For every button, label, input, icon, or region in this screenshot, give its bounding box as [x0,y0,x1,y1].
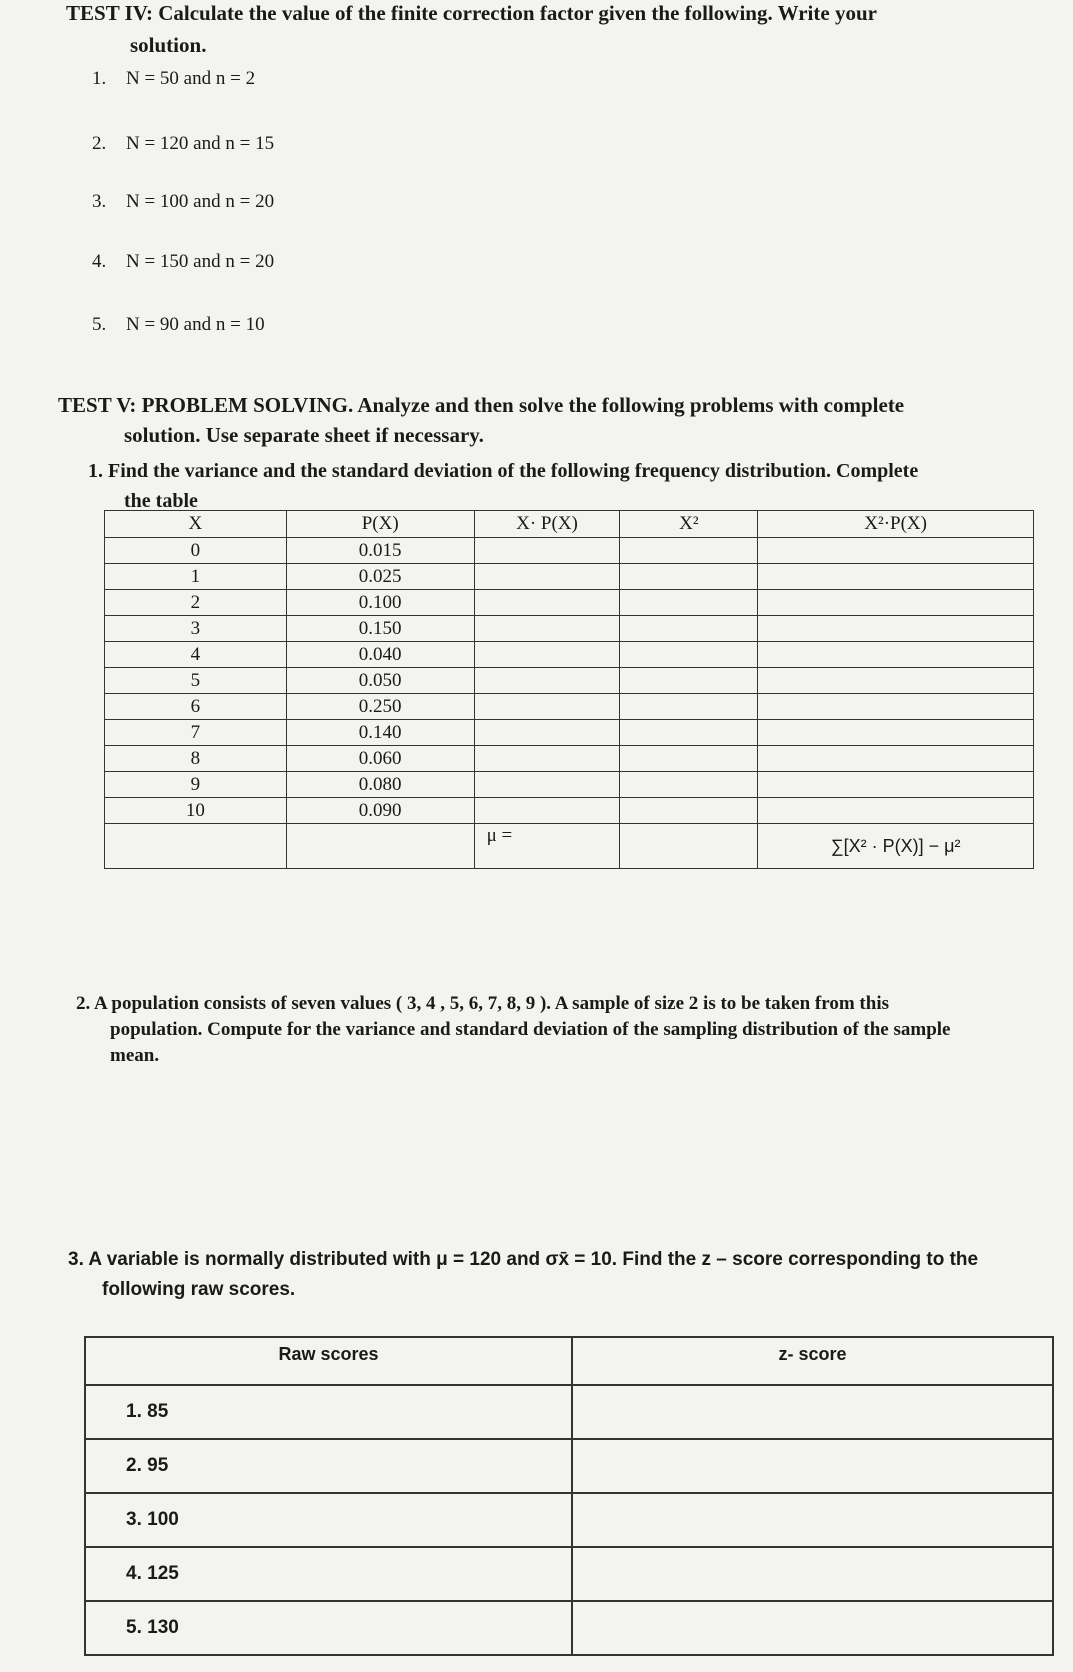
table-row [85,1385,1053,1439]
test4-item-5 [92,314,265,336]
blank-cell[interactable] [620,564,758,590]
cell-px: 0.090 [286,798,474,824]
item-text: N = 90 and n = 10 [126,314,265,335]
problem3-line1: 3. A variable is normally distributed with μ = 120 and σx̄ = 10. Find the z – score corresponding to the [68,1249,979,1270]
variance-formula[interactable]: ∑[X² · P(X)] − μ² [758,824,1034,869]
header-xpx: X· P(X) [474,511,620,538]
cell-x: 6 [105,694,287,720]
item-text: N = 100 and n = 20 [126,191,275,212]
problem2-line2: population. Compute for the variance and standard deviation of the sampling distribution of the sample [110,1019,951,1040]
blank-cell[interactable] [474,746,620,772]
table-row [105,538,1034,564]
z-score-table [84,1336,1054,1656]
item-number: 5. [92,314,107,335]
blank-cell[interactable] [474,668,620,694]
table-row [105,564,1034,590]
test5-title-cont: solution. Use separate sheet if necessary. [124,423,484,447]
blank-cell[interactable] [474,616,620,642]
table-summary-row [105,824,1034,869]
cell-x: 1 [105,564,287,590]
blank-cell[interactable] [620,746,758,772]
cell-px: 0.025 [286,564,474,590]
item-text: N = 150 and n = 20 [126,251,275,272]
blank-cell[interactable] [758,616,1034,642]
blank-cell[interactable] [620,720,758,746]
raw-score: 2. 95 [85,1439,572,1493]
header-x-squared: X² [620,511,758,538]
header-z-score: z- score [572,1337,1053,1385]
problem3-line2: following raw scores. [102,1279,296,1300]
blank-cell[interactable] [758,798,1034,824]
blank-cell[interactable] [105,824,287,869]
test5-title: TEST V: PROBLEM SOLVING. Analyze and then solve the following problems with complete [58,393,905,417]
table-row [85,1439,1053,1493]
blank-cell[interactable] [758,538,1034,564]
cell-x: 7 [105,720,287,746]
blank-cell[interactable] [620,538,758,564]
table-row [105,720,1034,746]
cell-x: 5 [105,668,287,694]
table-row [105,746,1034,772]
item-number: 1. [92,68,107,89]
blank-cell[interactable] [620,694,758,720]
z-score-answer[interactable] [572,1547,1053,1601]
cell-px: 0.040 [286,642,474,668]
test4-title-cont: solution. [130,33,207,57]
table-row [105,798,1034,824]
cell-px: 0.080 [286,772,474,798]
blank-cell[interactable] [620,798,758,824]
item-text: N = 120 and n = 15 [126,133,275,154]
blank-cell[interactable] [620,772,758,798]
blank-cell[interactable] [758,590,1034,616]
item-number: 2. [92,133,107,154]
cell-x: 3 [105,616,287,642]
z-score-answer[interactable] [572,1601,1053,1655]
raw-score: 1. 85 [85,1385,572,1439]
blank-cell[interactable] [758,564,1034,590]
header-x: X [105,511,287,538]
problem2-line3: mean. [110,1045,160,1066]
cell-x: 2 [105,590,287,616]
cell-x: 10 [105,798,287,824]
blank-cell[interactable] [758,720,1034,746]
problem1-text-cont: the table [124,490,198,512]
raw-score: 5. 130 [85,1601,572,1655]
header-raw-scores: Raw scores [85,1337,572,1385]
frequency-table [104,510,1034,869]
blank-cell[interactable] [474,694,620,720]
blank-cell[interactable] [474,642,620,668]
table-row [105,694,1034,720]
blank-cell[interactable] [758,772,1034,798]
test4-item-4 [92,251,274,273]
blank-cell[interactable] [474,538,620,564]
table-row [85,1547,1053,1601]
blank-cell[interactable] [286,824,474,869]
mu-label[interactable]: μ = [474,824,620,869]
blank-cell[interactable] [620,590,758,616]
blank-cell[interactable] [758,642,1034,668]
cell-px: 0.150 [286,616,474,642]
blank-cell[interactable] [758,668,1034,694]
blank-cell[interactable] [474,772,620,798]
table-row [105,772,1034,798]
table-row [105,616,1034,642]
blank-cell[interactable] [758,694,1034,720]
blank-cell[interactable] [620,642,758,668]
cell-x: 4 [105,642,287,668]
cell-x: 9 [105,772,287,798]
blank-cell[interactable] [620,824,758,869]
cell-px: 0.060 [286,746,474,772]
blank-cell[interactable] [620,616,758,642]
test4-title: TEST IV: Calculate the value of the finite correction factor given the following. Write your [66,1,877,25]
blank-cell[interactable] [474,798,620,824]
table-row [105,590,1034,616]
cell-px: 0.100 [286,590,474,616]
blank-cell[interactable] [620,668,758,694]
z-table-header-row [85,1337,1053,1385]
cell-x: 0 [105,538,287,564]
blank-cell[interactable] [474,564,620,590]
cell-px: 0.015 [286,538,474,564]
item-number: 3. [92,191,107,212]
table-row [85,1601,1053,1655]
table-row [105,642,1034,668]
problem1-text: 1. Find the variance and the standard deviation of the following frequency distribution. Complete [88,460,919,482]
blank-cell[interactable] [474,590,620,616]
raw-score: 4. 125 [85,1547,572,1601]
table-header-row [105,511,1034,538]
item-number: 4. [92,251,107,272]
z-score-answer[interactable] [572,1493,1053,1547]
item-text: N = 50 and n = 2 [126,68,256,89]
z-score-answer[interactable] [572,1439,1053,1493]
header-x-squared-px: X²·P(X) [758,511,1034,538]
cell-px: 0.140 [286,720,474,746]
test4-item-2 [92,133,274,155]
cell-x: 8 [105,746,287,772]
cell-px: 0.250 [286,694,474,720]
raw-score: 3. 100 [85,1493,572,1547]
blank-cell[interactable] [474,720,620,746]
table-row [85,1493,1053,1547]
cell-px: 0.050 [286,668,474,694]
problem2-line1: 2. A population consists of seven values ( 3, 4 , 5, 6, 7, 8, 9 ). A sample of size 2 is to be taken from this [76,993,889,1014]
table-row [105,668,1034,694]
blank-cell[interactable] [758,746,1034,772]
test4-item-1 [92,68,255,90]
header-px: P(X) [286,511,474,538]
z-score-answer[interactable] [572,1385,1053,1439]
test4-item-3 [92,191,274,213]
